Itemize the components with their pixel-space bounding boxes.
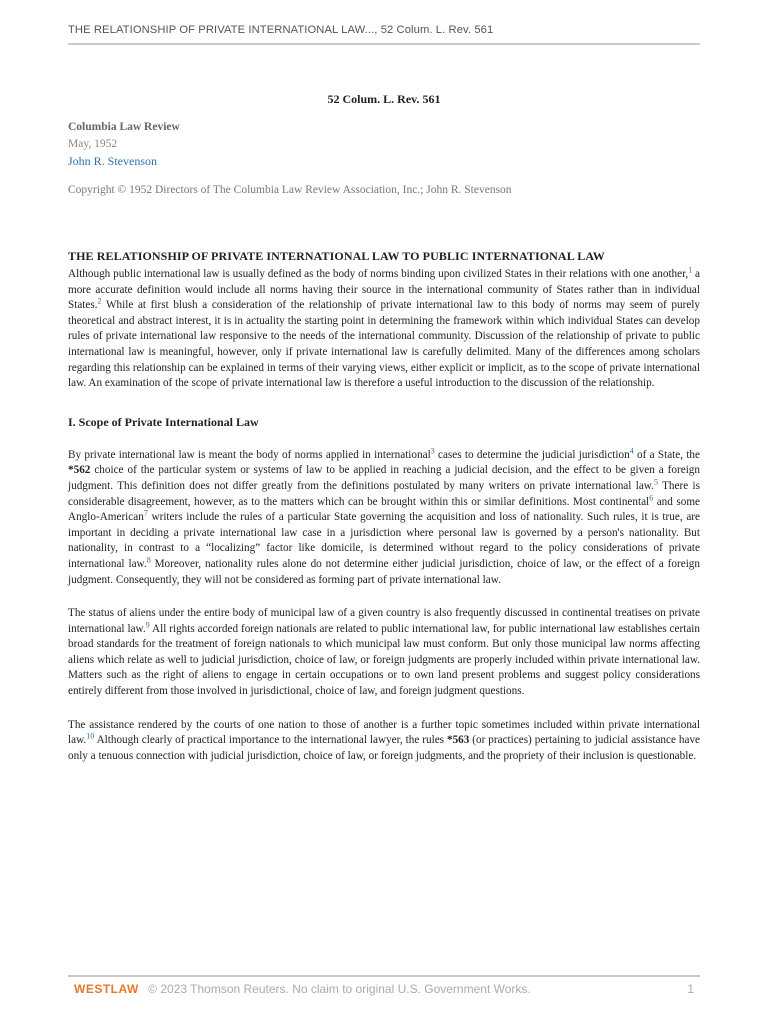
publication-date: May, 1952 [68,138,118,150]
footnote-link-1[interactable]: 1 [688,265,693,275]
footnote-link-6[interactable]: 6 [649,492,654,502]
paragraph-status-of-aliens: The status of aliens under the entire body of municipal law of a given country is also frequently discussed in continental treatises on private international law.$^9$ All rights accorded foreign nationals are related to public international law, for public international law establishes certain broad standards for the treatment of foreign nationals to which municipal law must conform. But only those municipal law norms affecting aliens which relate as well to judicial jurisdiction, choice of law, or foreign judgments are properly included within private international law. Matters such as the right of aliens to engage in certain occupations or to own land present problems and suggest policy considerations entirely different from those involved in jurisdictional, choice of law, and foreign judgment questions. [68,607,700,698]
footnote-link-7[interactable]: 7 [143,508,148,518]
footnote-link-3[interactable]: 3 [430,446,435,456]
source-journal: Columbia Law Review [68,121,180,133]
footnote-link-10[interactable]: 10 [86,731,95,741]
page-number: 1 [687,982,694,996]
footnote-link-8[interactable]: 8 [146,555,151,565]
footnote-link-4[interactable]: 4 [629,446,634,456]
footnote-link-5[interactable]: 5 [653,477,658,487]
author-link[interactable]: John R. Stevenson [68,154,158,168]
section-heading: I. Scope of Private International Law [68,414,259,429]
article-title: THE RELATIONSHIP OF PRIVATE INTERNATIONAL LAW TO PUBLIC INTERNATIONAL LAW [68,249,605,263]
intro-paragraph: Although public international law is usually defined as the body of norms binding upon civilized States in their relations with one another,$^1$ a more accurate definition would include all norms having their source in the international community of States rather than in individual States.$^2$ While at first blush a consideration of the relationship of private international law to this body of norms may seem of purely theoretical and abstract interest, it is in actuality the starting point in determining the framework within which individual States can develop rules of private international law responsive to the needs of the international community. Discussion of the relationship of private to public international law is meaningful, however, only if private international law is carefully delimited. Many of the differences among scholars regarding this relationship can be explained in terms of their varying views, either explicit or implicit, as to the scope of private international law. An examination of the scope of private international law is therefore a useful introduction to the discussion of the relationship. [68,265,701,390]
article-body [68,248,700,782]
footnote-link-9[interactable]: 9 [145,619,150,629]
paragraph-scope-definition: By private international law is meant the body of norms applied in international$^3$ cases to determine the judicial jurisdiction$^4$ of a State, the *562 choice of the particular system or systems of law to be applied in reaching a judicial decision, and the effect to be given a foreign judgment. This definition does not differ greatly from the definitions postulated by many writers on private international law.$^5$ There is considerable disagreement, however, as to the matters which can be brought within this or similar definitions. Most continental$^6$ and some Anglo-American$^7$ writers include the rules of a particular State governing the acquisition and loss of nationality. Such rules, it is true, are important in deciding a private international law case in a jurisdiction where personal law is governed by a person's nationality. But nationality, in contrast to a “localizing” factor like domicile, is determined without regard to the policy considerations of private international law.$^8$ Moreover, nationality rules alone do not determine either judicial jurisdiction, choice of law, or the effect of a foreign judgment. Consequently, they will not be considered as forming part of private international law. [68,446,700,586]
footer-divider [68,975,700,977]
page-footer [68,982,700,996]
header-divider [68,43,700,45]
footer-notice: © 2023 Thomson Reuters. No claim to original U.S. Government Works. [148,982,531,996]
running-head: THE RELATIONSHIP OF PRIVATE INTERNATIONAL LAW..., 52 Colum. L. Rev. 561 [68,24,494,36]
footnote-link-2[interactable]: 2 [97,296,102,306]
star-page-marker: *562 [68,464,91,477]
document-citation: 52 Colum. L. Rev. 561 [327,92,441,106]
westlaw-logo: WESTLAW [74,982,139,996]
star-page-marker: *563 [446,734,470,747]
paragraph-judicial-assistance: The assistance rendered by the courts of one nation to those of another is a further topic sometimes included within private international law.$^{10}$ Although clearly of practical importance to the international lawyer, the rules *563 (or practices) pertaining to judicial assistance have only a tenuous connection with judicial jurisdiction, choice of law, or foreign judgments, and the propriety of their inclusion is questionable. [68,718,700,762]
copyright-line: Copyright © 1952 Directors of The Columbia Law Review Association, Inc.; John R. Stevenson [68,184,512,196]
